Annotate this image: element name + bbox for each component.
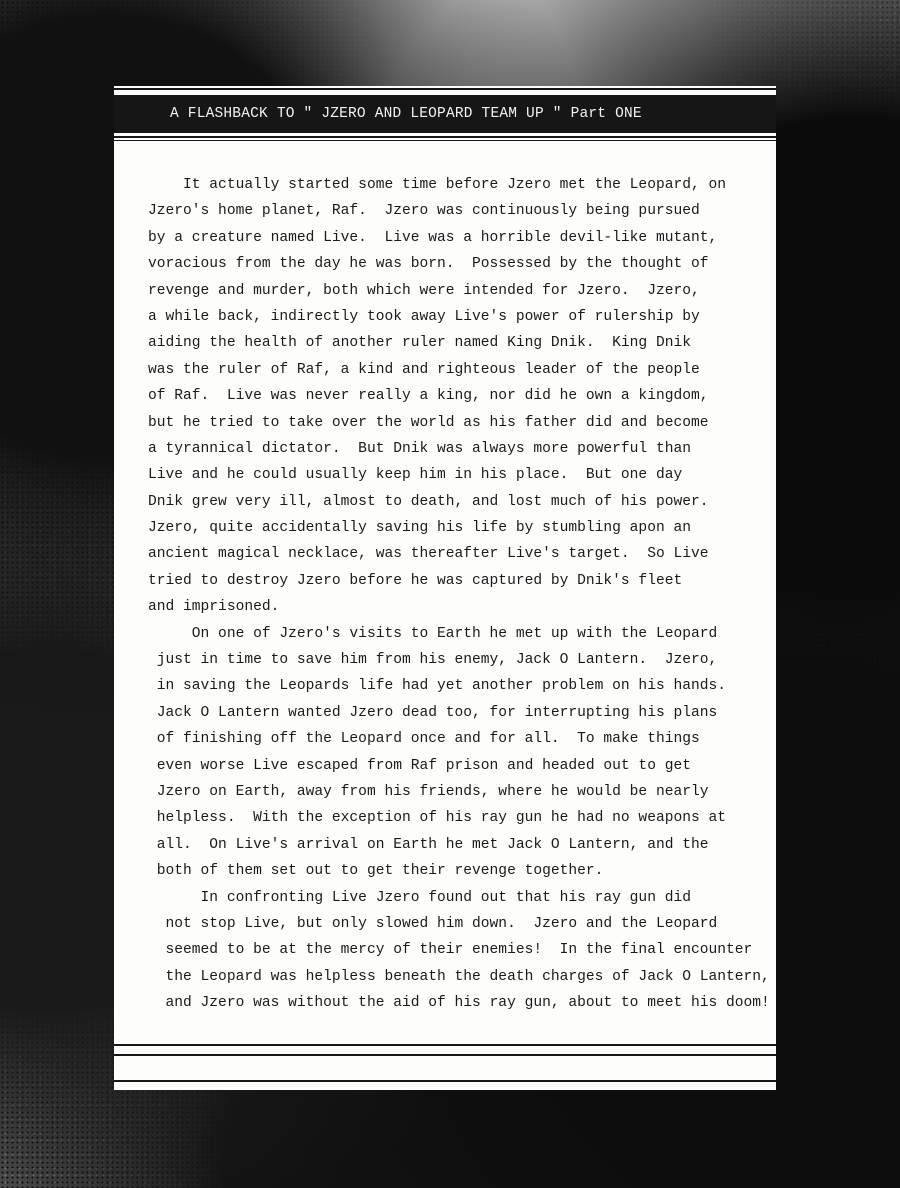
text-line: even worse Live escaped from Raf prison and headed out to get	[148, 757, 691, 774]
text-line: was the ruler of Raf, a kind and righteous leader of the people	[148, 361, 700, 378]
text-line: Live and he could usually keep him in his place. But one day	[148, 467, 683, 484]
text-line: a tyrannical dictator. But Dnik was always more powerful than	[148, 440, 691, 457]
text-line: in saving the Leopards life had yet another problem on his hands.	[148, 678, 727, 695]
text-line: aiding the health of another ruler named King Dnik. King Dnik	[148, 335, 691, 352]
text-line: It actually started some time before Jzero met the Leopard, on	[148, 177, 727, 193]
text-line: and Jzero was without the aid of his ray gun, about to meet his doom!	[148, 995, 770, 1012]
top-rule	[114, 88, 776, 90]
bottom-rule-3	[114, 1080, 776, 1082]
text-line: not stop Live, but only slowed him down. Jzero and the Leopard	[148, 915, 718, 932]
text-line: just in time to save him from his enemy, Jack O Lantern. Jzero,	[148, 652, 718, 669]
text-line: both of them set out to get their revenge together.	[148, 863, 604, 880]
text-line: all. On Live's arrival on Earth he met Jack O Lantern, and the	[148, 836, 709, 853]
text-line: seemed to be at the mercy of their enemies! In the final encounter	[148, 942, 753, 959]
title-underline-rule	[114, 136, 776, 138]
text-line: Jzero on Earth, away from his friends, where he would be nearly	[148, 783, 709, 800]
bottom-rule-2	[114, 1054, 776, 1056]
text-line: Dnik grew very ill, almost to death, and lost much of his power.	[148, 493, 709, 510]
document-page	[114, 86, 776, 1090]
text-line: the Leopard was helpless beneath the death charges of Jack O Lantern,	[148, 968, 770, 985]
text-line: revenge and murder, both which were intended for Jzero. Jzero,	[148, 282, 700, 299]
text-line: Jzero's home planet, Raf. Jzero was continuously being pursued	[148, 203, 700, 220]
text-line: a while back, indirectly took away Live's power of rulership by	[148, 308, 700, 325]
text-line: and imprisoned.	[148, 599, 280, 616]
text-line: ancient magical necklace, was thereafter Live's target. So Live	[148, 546, 709, 563]
bottom-rule-1	[114, 1044, 776, 1046]
text-line: helpless. With the exception of his ray gun he had no weapons at	[148, 810, 727, 827]
text-line: tried to destroy Jzero before he was captured by Dnik's fleet	[148, 572, 683, 589]
text-line: but he tried to take over the world as his father did and become	[148, 414, 709, 431]
text-line: In confronting Live Jzero found out that his ray gun did	[148, 889, 691, 906]
text-line: Jzero, quite accidentally saving his life by stumbling apon an	[148, 520, 691, 537]
page-title: A FLASHBACK TO " JZERO AND LEOPARD TEAM UP " Part ONE	[114, 95, 776, 133]
text-line: Jack O Lantern wanted Jzero dead too, for interrupting his plans	[148, 704, 718, 721]
story-text	[148, 172, 768, 1017]
text-line: voracious from the day he was born. Possessed by the thought of	[148, 256, 709, 273]
title-underline-thin-rule	[114, 140, 776, 141]
text-line: by a creature named Live. Live was a horrible devil-like mutant,	[148, 229, 718, 246]
text-line: On one of Jzero's visits to Earth he met up with the Leopard	[148, 625, 718, 642]
text-line: of Raf. Live was never really a king, nor did he own a kingdom,	[148, 388, 709, 405]
text-line: of finishing off the Leopard once and for all. To make things	[148, 731, 700, 748]
